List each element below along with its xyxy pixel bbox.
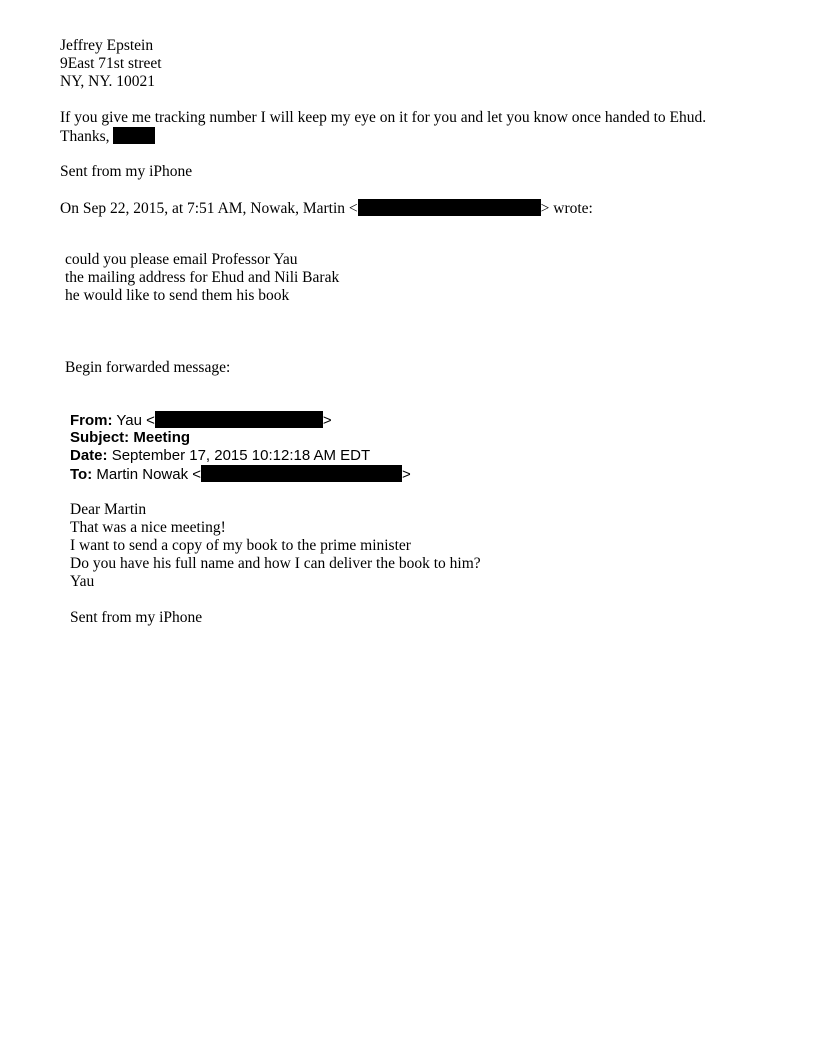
forwarded-date bbox=[70, 447, 370, 465]
yau-message-line: Dear Martin bbox=[70, 501, 147, 518]
reply-thanks-line bbox=[60, 127, 155, 146]
reply-thanks: Thanks, bbox=[60, 128, 110, 145]
yau-message-line: Yau bbox=[70, 573, 95, 590]
redaction-block bbox=[201, 465, 402, 482]
forwarded-subject bbox=[70, 429, 190, 447]
reply-signature: Sent from my iPhone bbox=[60, 163, 193, 180]
quote-header-suffix: > wrote: bbox=[540, 200, 593, 217]
to-value: Martin Nowak < bbox=[96, 466, 202, 483]
reply-body: If you give me tracking number I will keep my eye on it for you and let you know once handed to Ehud. bbox=[60, 109, 707, 126]
redaction-block bbox=[358, 199, 541, 216]
subject-value: Meeting bbox=[133, 429, 191, 446]
from-value: Yau < bbox=[116, 412, 155, 429]
redaction-block bbox=[113, 127, 155, 144]
to-close: > bbox=[402, 466, 411, 483]
quote-header-prefix: On Sep 22, 2015, at 7:51 AM, Nowak, Martin < bbox=[60, 200, 358, 217]
yau-message-line: I want to send a copy of my book to the prime minister bbox=[70, 537, 411, 554]
sender-street: 9East 71st street bbox=[60, 55, 162, 72]
martin-message-line: the mailing address for Ehud and Nili Barak bbox=[65, 269, 340, 286]
yau-message-line: That was a nice meeting! bbox=[70, 519, 226, 536]
sender-name: Jeffrey Epstein bbox=[60, 37, 154, 54]
from-close: > bbox=[322, 412, 332, 429]
martin-message-line: he would like to send them his book bbox=[65, 287, 290, 304]
martin-message-line: could you please email Professor Yau bbox=[65, 251, 298, 268]
forwarded-from bbox=[70, 411, 332, 430]
date-label: Date: bbox=[70, 447, 108, 464]
forward-label: Begin forwarded message: bbox=[65, 359, 231, 376]
redaction-block bbox=[155, 411, 323, 428]
yau-signature: Sent from my iPhone bbox=[70, 609, 203, 626]
subject-label: Subject: bbox=[70, 429, 130, 446]
forwarded-to bbox=[70, 465, 411, 484]
to-label: To: bbox=[70, 466, 93, 483]
date-value: September 17, 2015 10:12:18 AM EDT bbox=[111, 447, 371, 464]
from-label: From: bbox=[70, 412, 113, 429]
sender-city: NY, NY. 10021 bbox=[60, 73, 156, 90]
yau-message-line: Do you have his full name and how I can deliver the book to him? bbox=[70, 555, 481, 572]
quote-header bbox=[60, 199, 593, 218]
